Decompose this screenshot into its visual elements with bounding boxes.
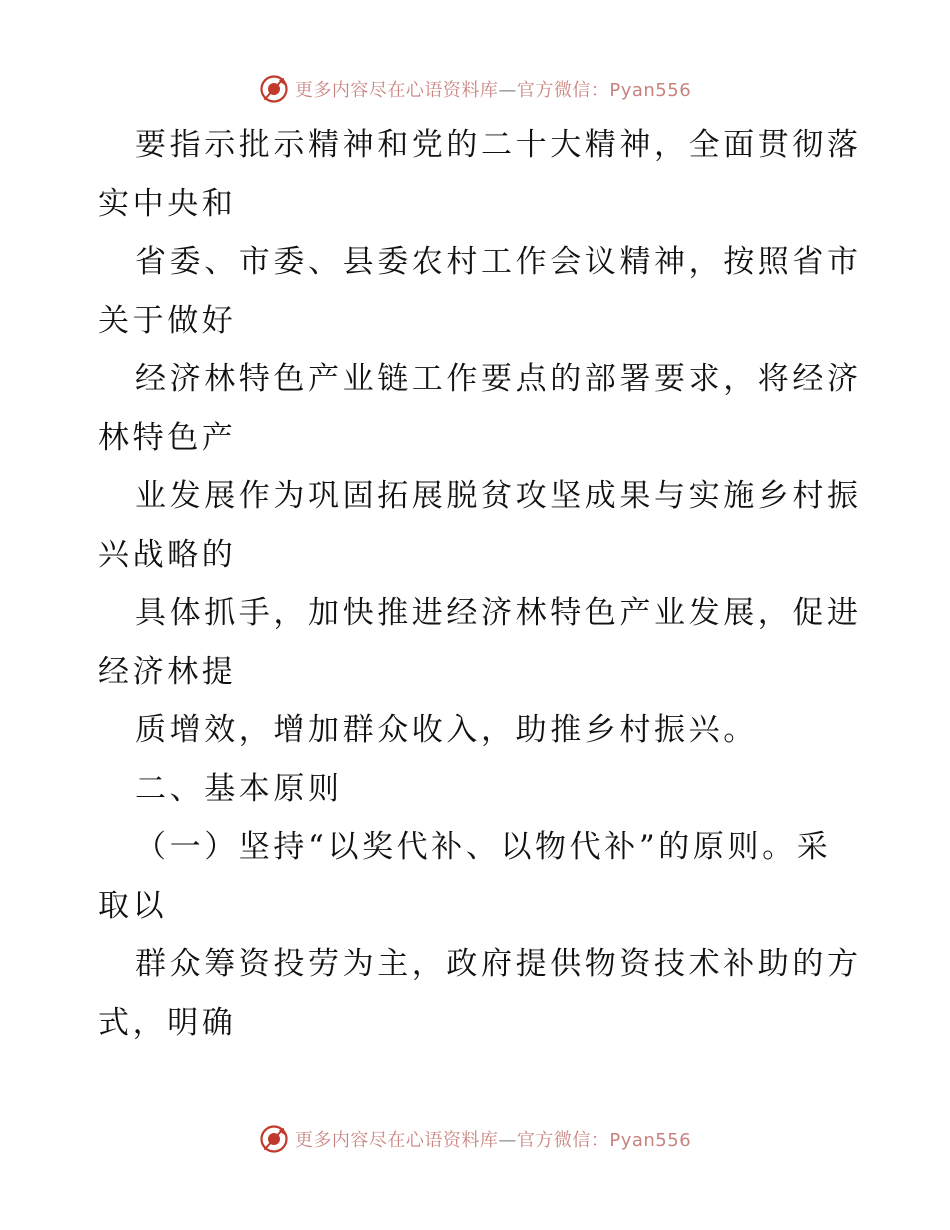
body-line: 式，明确 [98,1004,237,1041]
body-line: 经济林特色产业链工作要点的部署要求，将经济 [135,361,862,397]
body-line: （一）坚持“以奖代补、以物代补”的原则。采 [135,829,832,865]
document-body [98,116,862,1052]
footer-watermark [0,1122,950,1156]
body-line: 林特色产 [98,419,237,456]
body-line: 具体抓手，加快推进经济林特色产业发展，促进 [135,595,862,631]
header-watermark [0,72,950,106]
section-heading: 二、基本原则 [135,770,343,807]
quill-logo-icon [259,1124,289,1154]
body-line: 实中央和 [98,185,237,222]
body-line: 兴战略的 [98,536,237,573]
body-line: 取以 [98,887,168,924]
body-line: 业发展作为巩固拓展脱贫攻坚成果与实施乡村振 [135,478,862,514]
watermark-text: 更多内容尽在心语资料库—官方微信：Pyan556 [294,1130,692,1151]
body-line: 关于做好 [98,302,237,339]
quill-logo-icon [259,74,289,104]
body-line: 质增效，增加群众收入，助推乡村振兴。 [135,712,758,748]
body-line: 经济林提 [98,653,237,690]
body-line: 群众筹资投劳为主，政府提供物资技术补助的方 [135,946,862,982]
watermark-text: 更多内容尽在心语资料库—官方微信：Pyan556 [294,80,692,101]
body-line: 要指示批示精神和党的二十大精神，全面贯彻落 [135,127,862,163]
body-line: 省委、市委、县委农村工作会议精神，按照省市 [135,244,862,280]
